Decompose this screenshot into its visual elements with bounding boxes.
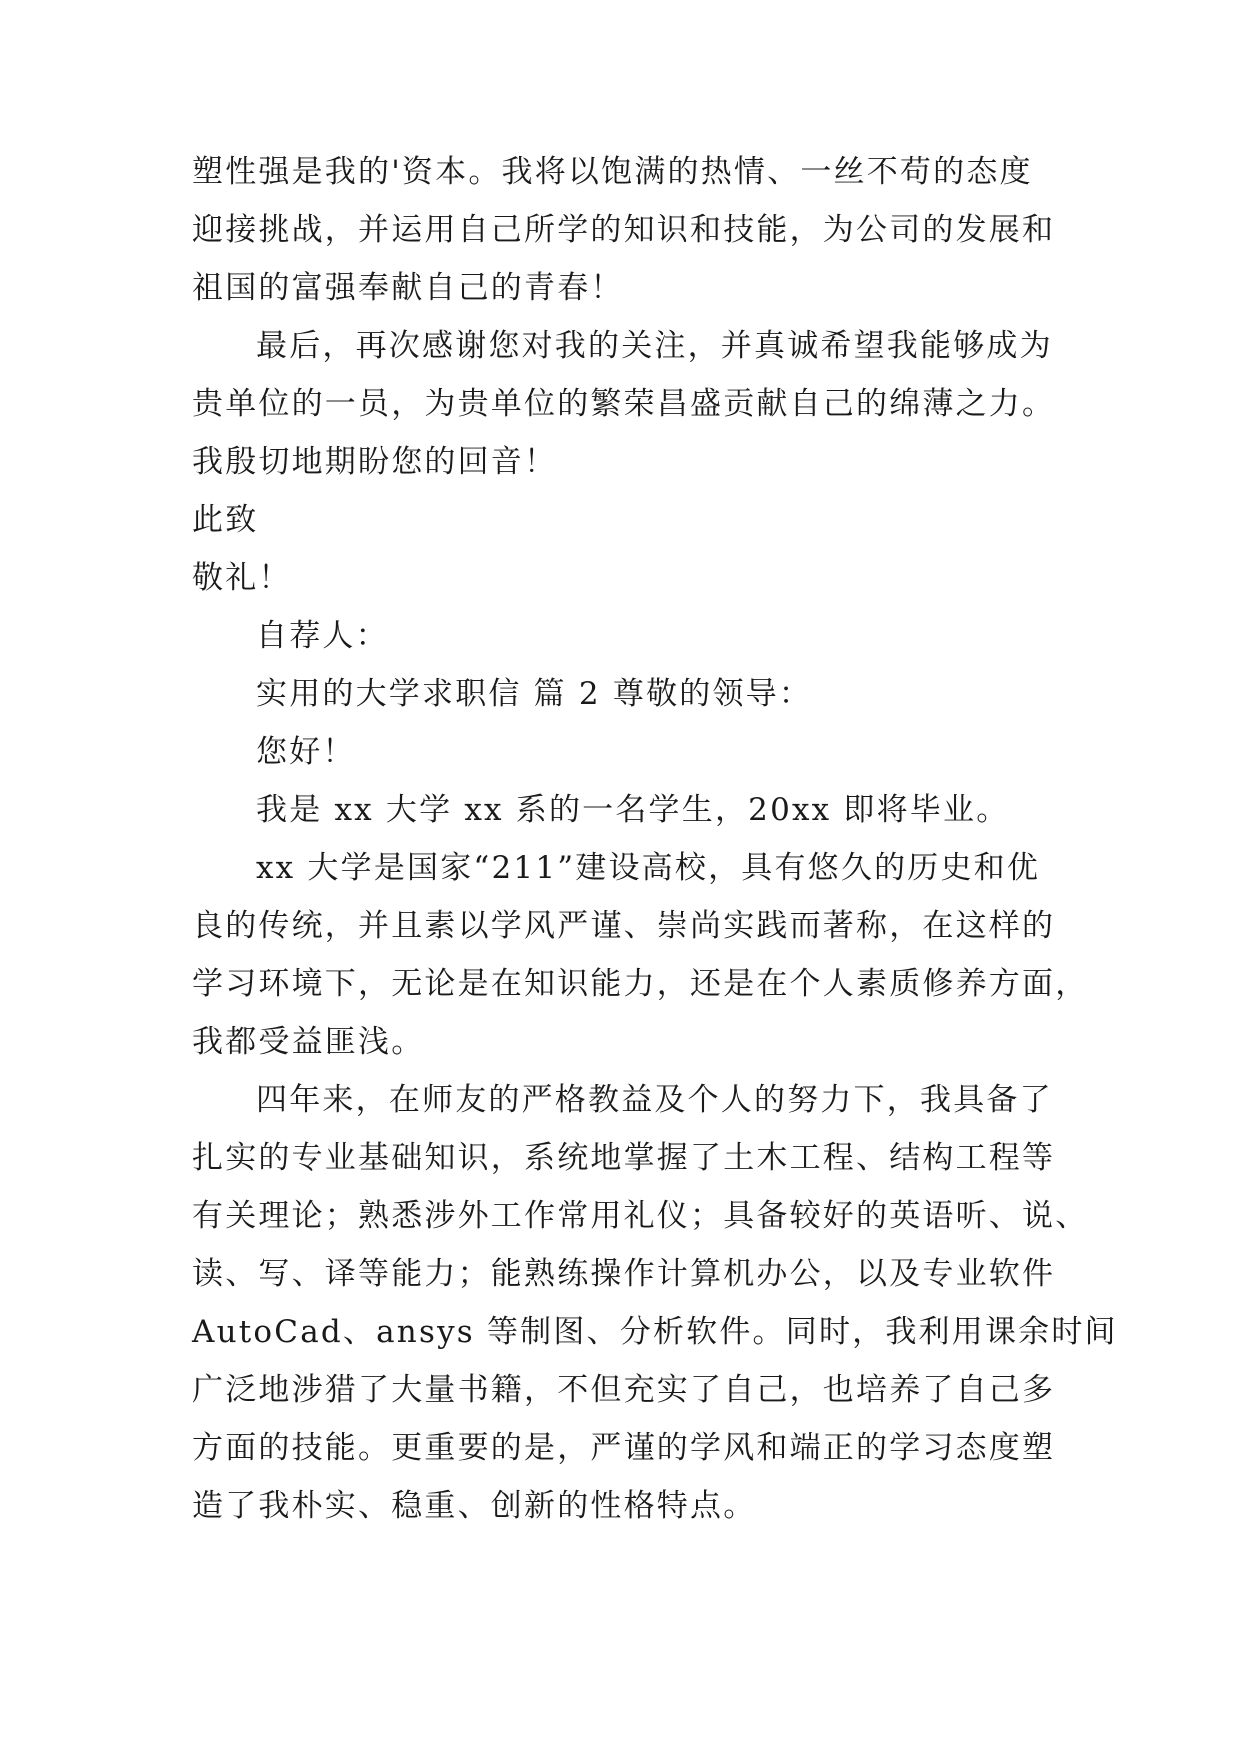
closing-salutation: 此致 <box>192 502 259 538</box>
closing-regards: 敬礼！ <box>192 560 292 596</box>
section-title: 实用的大学求职信 篇 2 尊敬的领导： <box>256 676 813 712</box>
text-line: 有关理论；熟悉涉外工作常用礼仪；具备较好的英语听、说、 <box>192 1198 1089 1234</box>
text-line: AutoCad、ansys 等制图、分析软件。同时，我利用课余时间 <box>192 1314 1118 1350</box>
text-line: 四年来，在师友的严格教益及个人的努力下，我具备了 <box>256 1082 1053 1118</box>
text-line: 我是 xx 大学 xx 系的一名学生，20xx 即将毕业。 <box>256 792 1010 828</box>
text-line: 学习环境下，无论是在知识能力，还是在个人素质修养方面， <box>192 966 1089 1002</box>
text-line: 塑性强是我的'资本。我将以饱满的热情、一丝不苟的态度 <box>192 154 1033 190</box>
text-line: 良的传统，并且素以学风严谨、崇尚实践而著称，在这样的 <box>192 908 1056 944</box>
text-line: 迎接挑战，并运用自己所学的知识和技能，为公司的发展和 <box>192 212 1056 248</box>
text-line: 读、写、译等能力；能熟练操作计算机办公，以及专业软件 <box>192 1256 1056 1292</box>
text-line: xx 大学是国家“211”建设高校，具有悠久的历史和优 <box>256 850 1041 886</box>
text-line: 我都受益匪浅。 <box>192 1024 425 1060</box>
text-line: 贵单位的一员，为贵单位的繁荣昌盛贡献自己的绵薄之力。 <box>192 386 1056 422</box>
text-line: 广泛地涉猎了大量书籍，不但充实了自己，也培养了自己多 <box>192 1372 1056 1408</box>
text-line: 祖国的富强奉献自己的青春！ <box>192 270 624 306</box>
greeting: 您好！ <box>256 734 356 770</box>
text-line: 扎实的专业基础知识，系统地掌握了土木工程、结构工程等 <box>192 1140 1056 1176</box>
signature-label: 自荐人： <box>256 618 389 654</box>
text-line: 最后，再次感谢您对我的关注，并真诚希望我能够成为 <box>256 328 1053 364</box>
text-line: 造了我朴实、稳重、创新的性格特点。 <box>192 1488 757 1524</box>
text-line: 我殷切地期盼您的回音！ <box>192 444 558 480</box>
text-line: 方面的技能。更重要的是，严谨的学风和端正的学习态度塑 <box>192 1430 1056 1466</box>
